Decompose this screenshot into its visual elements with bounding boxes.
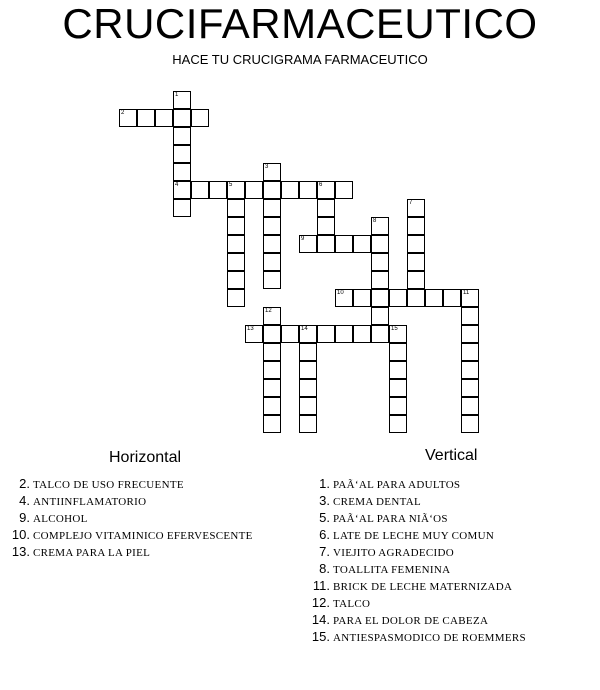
- clue-number: 3.: [319, 493, 330, 508]
- cell-number: 8: [373, 218, 377, 224]
- down-clue: [300, 477, 526, 494]
- clue-number: 14.: [311, 612, 330, 627]
- page-subtitle: HACE TU CRUCIGRAMA FARMACEUTICO: [172, 52, 428, 67]
- clue-text: ALCOHOL: [33, 513, 88, 525]
- clue-number: 7.: [319, 544, 330, 559]
- grid-cell[interactable]: [263, 397, 281, 415]
- grid-cell[interactable]: [263, 379, 281, 397]
- grid-cell[interactable]: [263, 217, 281, 235]
- cell-number: 13: [247, 326, 254, 332]
- clue-number: 4.: [19, 493, 30, 508]
- grid-cell[interactable]: [389, 379, 407, 397]
- clue-number: 5.: [319, 510, 330, 525]
- grid-cell[interactable]: [461, 325, 479, 343]
- grid-cell[interactable]: [371, 271, 389, 289]
- grid-cell[interactable]: [227, 253, 245, 271]
- clue-number: 2.: [19, 476, 30, 491]
- across-heading: Horizontal: [109, 449, 182, 466]
- grid-cell[interactable]: [173, 127, 191, 145]
- grid-cell[interactable]: [263, 325, 281, 343]
- grid-cell[interactable]: [137, 109, 155, 127]
- grid-cell[interactable]: [335, 235, 353, 253]
- cell-number: 7: [409, 200, 413, 206]
- grid-cell[interactable]: [299, 235, 317, 253]
- grid-cell[interactable]: [353, 325, 371, 343]
- clue-text: TALCO: [333, 598, 371, 610]
- grid-cell[interactable]: [299, 415, 317, 433]
- clue-text: COMPLEJO VITAMINICO EFERVESCENTE: [33, 530, 253, 542]
- grid-cell[interactable]: [191, 181, 209, 199]
- grid-cell[interactable]: [227, 289, 245, 307]
- grid-cell[interactable]: [335, 289, 353, 307]
- grid-cell[interactable]: [461, 289, 479, 307]
- grid-cell[interactable]: [371, 307, 389, 325]
- grid-cell[interactable]: [335, 325, 353, 343]
- cell-number: 1: [175, 92, 179, 98]
- clue-text: CREMA DENTAL: [333, 496, 421, 508]
- cell-number: 11: [463, 290, 470, 296]
- grid-cell[interactable]: [353, 289, 371, 307]
- cell-number: 3: [265, 164, 269, 170]
- clue-number: 9.: [19, 510, 30, 525]
- down-clue-list: [300, 477, 526, 647]
- grid-cell[interactable]: [263, 361, 281, 379]
- clue-text: TALCO DE USO FRECUENTE: [33, 479, 184, 491]
- clue-number: 12.: [311, 595, 330, 610]
- down-clue: [300, 562, 526, 579]
- grid-cell[interactable]: [461, 307, 479, 325]
- grid-cell[interactable]: [173, 181, 191, 199]
- cell-number: 5: [229, 182, 233, 188]
- clue-text: ANTIINFLAMATORIO: [33, 496, 147, 508]
- clue-number: 11.: [312, 578, 330, 593]
- grid-cell[interactable]: [263, 235, 281, 253]
- grid-cell[interactable]: [371, 325, 389, 343]
- grid-cell[interactable]: [263, 343, 281, 361]
- down-clue: [300, 596, 526, 613]
- grid-cell[interactable]: [371, 235, 389, 253]
- page-title: CRUCIFARMACEUTICO: [62, 0, 538, 47]
- grid-cell[interactable]: [173, 163, 191, 181]
- grid-cell[interactable]: [461, 361, 479, 379]
- grid-cell[interactable]: [263, 271, 281, 289]
- grid-cell[interactable]: [317, 199, 335, 217]
- grid-cell[interactable]: [371, 289, 389, 307]
- clue-text: VIEJITO AGRADECIDO: [333, 547, 454, 559]
- grid-cell[interactable]: [407, 199, 425, 217]
- across-clue: [0, 528, 253, 545]
- grid-cell[interactable]: [461, 415, 479, 433]
- grid-cell[interactable]: [371, 217, 389, 235]
- grid-cell[interactable]: [407, 289, 425, 307]
- grid-cell[interactable]: [155, 109, 173, 127]
- down-clue: [300, 528, 526, 545]
- cell-number: 12: [265, 308, 272, 314]
- grid-cell[interactable]: [389, 343, 407, 361]
- clue-number: 8.: [319, 561, 330, 576]
- grid-cell[interactable]: [299, 181, 317, 199]
- grid-cell[interactable]: [389, 325, 407, 343]
- grid-cell[interactable]: [461, 343, 479, 361]
- grid-cell[interactable]: [263, 163, 281, 181]
- grid-cell[interactable]: [263, 199, 281, 217]
- cell-number: 10: [337, 290, 344, 296]
- clue-text: LATE DE LECHE MUY COMUN: [333, 530, 495, 542]
- grid-cell[interactable]: [443, 289, 461, 307]
- grid-cell[interactable]: [461, 397, 479, 415]
- down-clue: [300, 579, 526, 596]
- grid-cell[interactable]: [263, 181, 281, 199]
- clue-number: 13.: [11, 544, 30, 559]
- grid-cell[interactable]: [299, 361, 317, 379]
- clue-text: TOALLITA FEMENINA: [333, 564, 451, 576]
- across-clue: [0, 511, 253, 528]
- cell-number: 4: [175, 182, 179, 188]
- grid-cell[interactable]: [317, 325, 335, 343]
- clue-number: 1.: [319, 476, 330, 491]
- grid-cell[interactable]: [407, 253, 425, 271]
- down-clue: [300, 613, 526, 630]
- grid-cell[interactable]: [299, 379, 317, 397]
- clue-text: PARA EL DOLOR DE CABEZA: [333, 615, 489, 627]
- grid-cell[interactable]: [227, 271, 245, 289]
- grid-cell[interactable]: [173, 145, 191, 163]
- grid-cell[interactable]: [407, 271, 425, 289]
- grid-cell[interactable]: [407, 235, 425, 253]
- across-clue: [0, 477, 253, 494]
- grid-cell[interactable]: [389, 289, 407, 307]
- clue-text: BRICK DE LECHE MATERNIZADA: [333, 581, 513, 593]
- grid-cell[interactable]: [371, 253, 389, 271]
- grid-cell[interactable]: [389, 415, 407, 433]
- cell-number: 6: [319, 182, 323, 188]
- grid-cell[interactable]: [281, 325, 299, 343]
- down-heading: Vertical: [425, 447, 478, 464]
- grid-cell[interactable]: [317, 217, 335, 235]
- cell-number: 14: [301, 326, 308, 332]
- grid-cell[interactable]: [299, 325, 317, 343]
- grid-cell[interactable]: [119, 109, 137, 127]
- grid-cell[interactable]: [353, 235, 371, 253]
- grid-cell[interactable]: [209, 181, 227, 199]
- clue-text: PAÃ‘AL PARA ADULTOS: [333, 479, 461, 491]
- grid-cell[interactable]: [227, 181, 245, 199]
- down-clue: [300, 545, 526, 562]
- grid-cell[interactable]: [173, 109, 191, 127]
- grid-cell[interactable]: [173, 199, 191, 217]
- down-clue: [300, 494, 526, 511]
- grid-cell[interactable]: [263, 415, 281, 433]
- grid-cell[interactable]: [263, 253, 281, 271]
- clue-number: 15.: [311, 629, 330, 644]
- grid-cell[interactable]: [389, 361, 407, 379]
- grid-cell[interactable]: [191, 109, 209, 127]
- grid-cell[interactable]: [299, 343, 317, 361]
- clue-number: 6.: [319, 527, 330, 542]
- cell-number: 9: [301, 236, 305, 242]
- clue-text: CREMA PARA LA PIEL: [33, 547, 151, 559]
- grid-cell[interactable]: [407, 217, 425, 235]
- cell-number: 2: [121, 110, 125, 116]
- clue-number: 10.: [11, 527, 30, 542]
- across-clue-list: [0, 477, 253, 562]
- grid-cell[interactable]: [317, 235, 335, 253]
- clue-text: ANTIESPASMODICO DE ROEMMERS: [333, 632, 526, 644]
- grid-cell[interactable]: [263, 307, 281, 325]
- grid-cell[interactable]: [227, 199, 245, 217]
- grid-cell[interactable]: [461, 379, 479, 397]
- grid-cell[interactable]: [245, 181, 263, 199]
- grid-cell[interactable]: [245, 325, 263, 343]
- grid-cell[interactable]: [299, 397, 317, 415]
- grid-cell[interactable]: [389, 397, 407, 415]
- cell-number: 15: [391, 326, 398, 332]
- down-clue: [300, 511, 526, 528]
- grid-cell[interactable]: [335, 181, 353, 199]
- down-clue: [300, 630, 526, 647]
- grid-cell[interactable]: [425, 289, 443, 307]
- grid-cell[interactable]: [317, 181, 335, 199]
- across-clue: [0, 545, 253, 562]
- grid-cell[interactable]: [227, 217, 245, 235]
- clue-text: PAÃ‘AL PARA NIÃ‘OS: [333, 513, 448, 525]
- grid-cell[interactable]: [173, 91, 191, 109]
- across-clue: [0, 494, 253, 511]
- grid-cell[interactable]: [281, 181, 299, 199]
- grid-cell[interactable]: [227, 235, 245, 253]
